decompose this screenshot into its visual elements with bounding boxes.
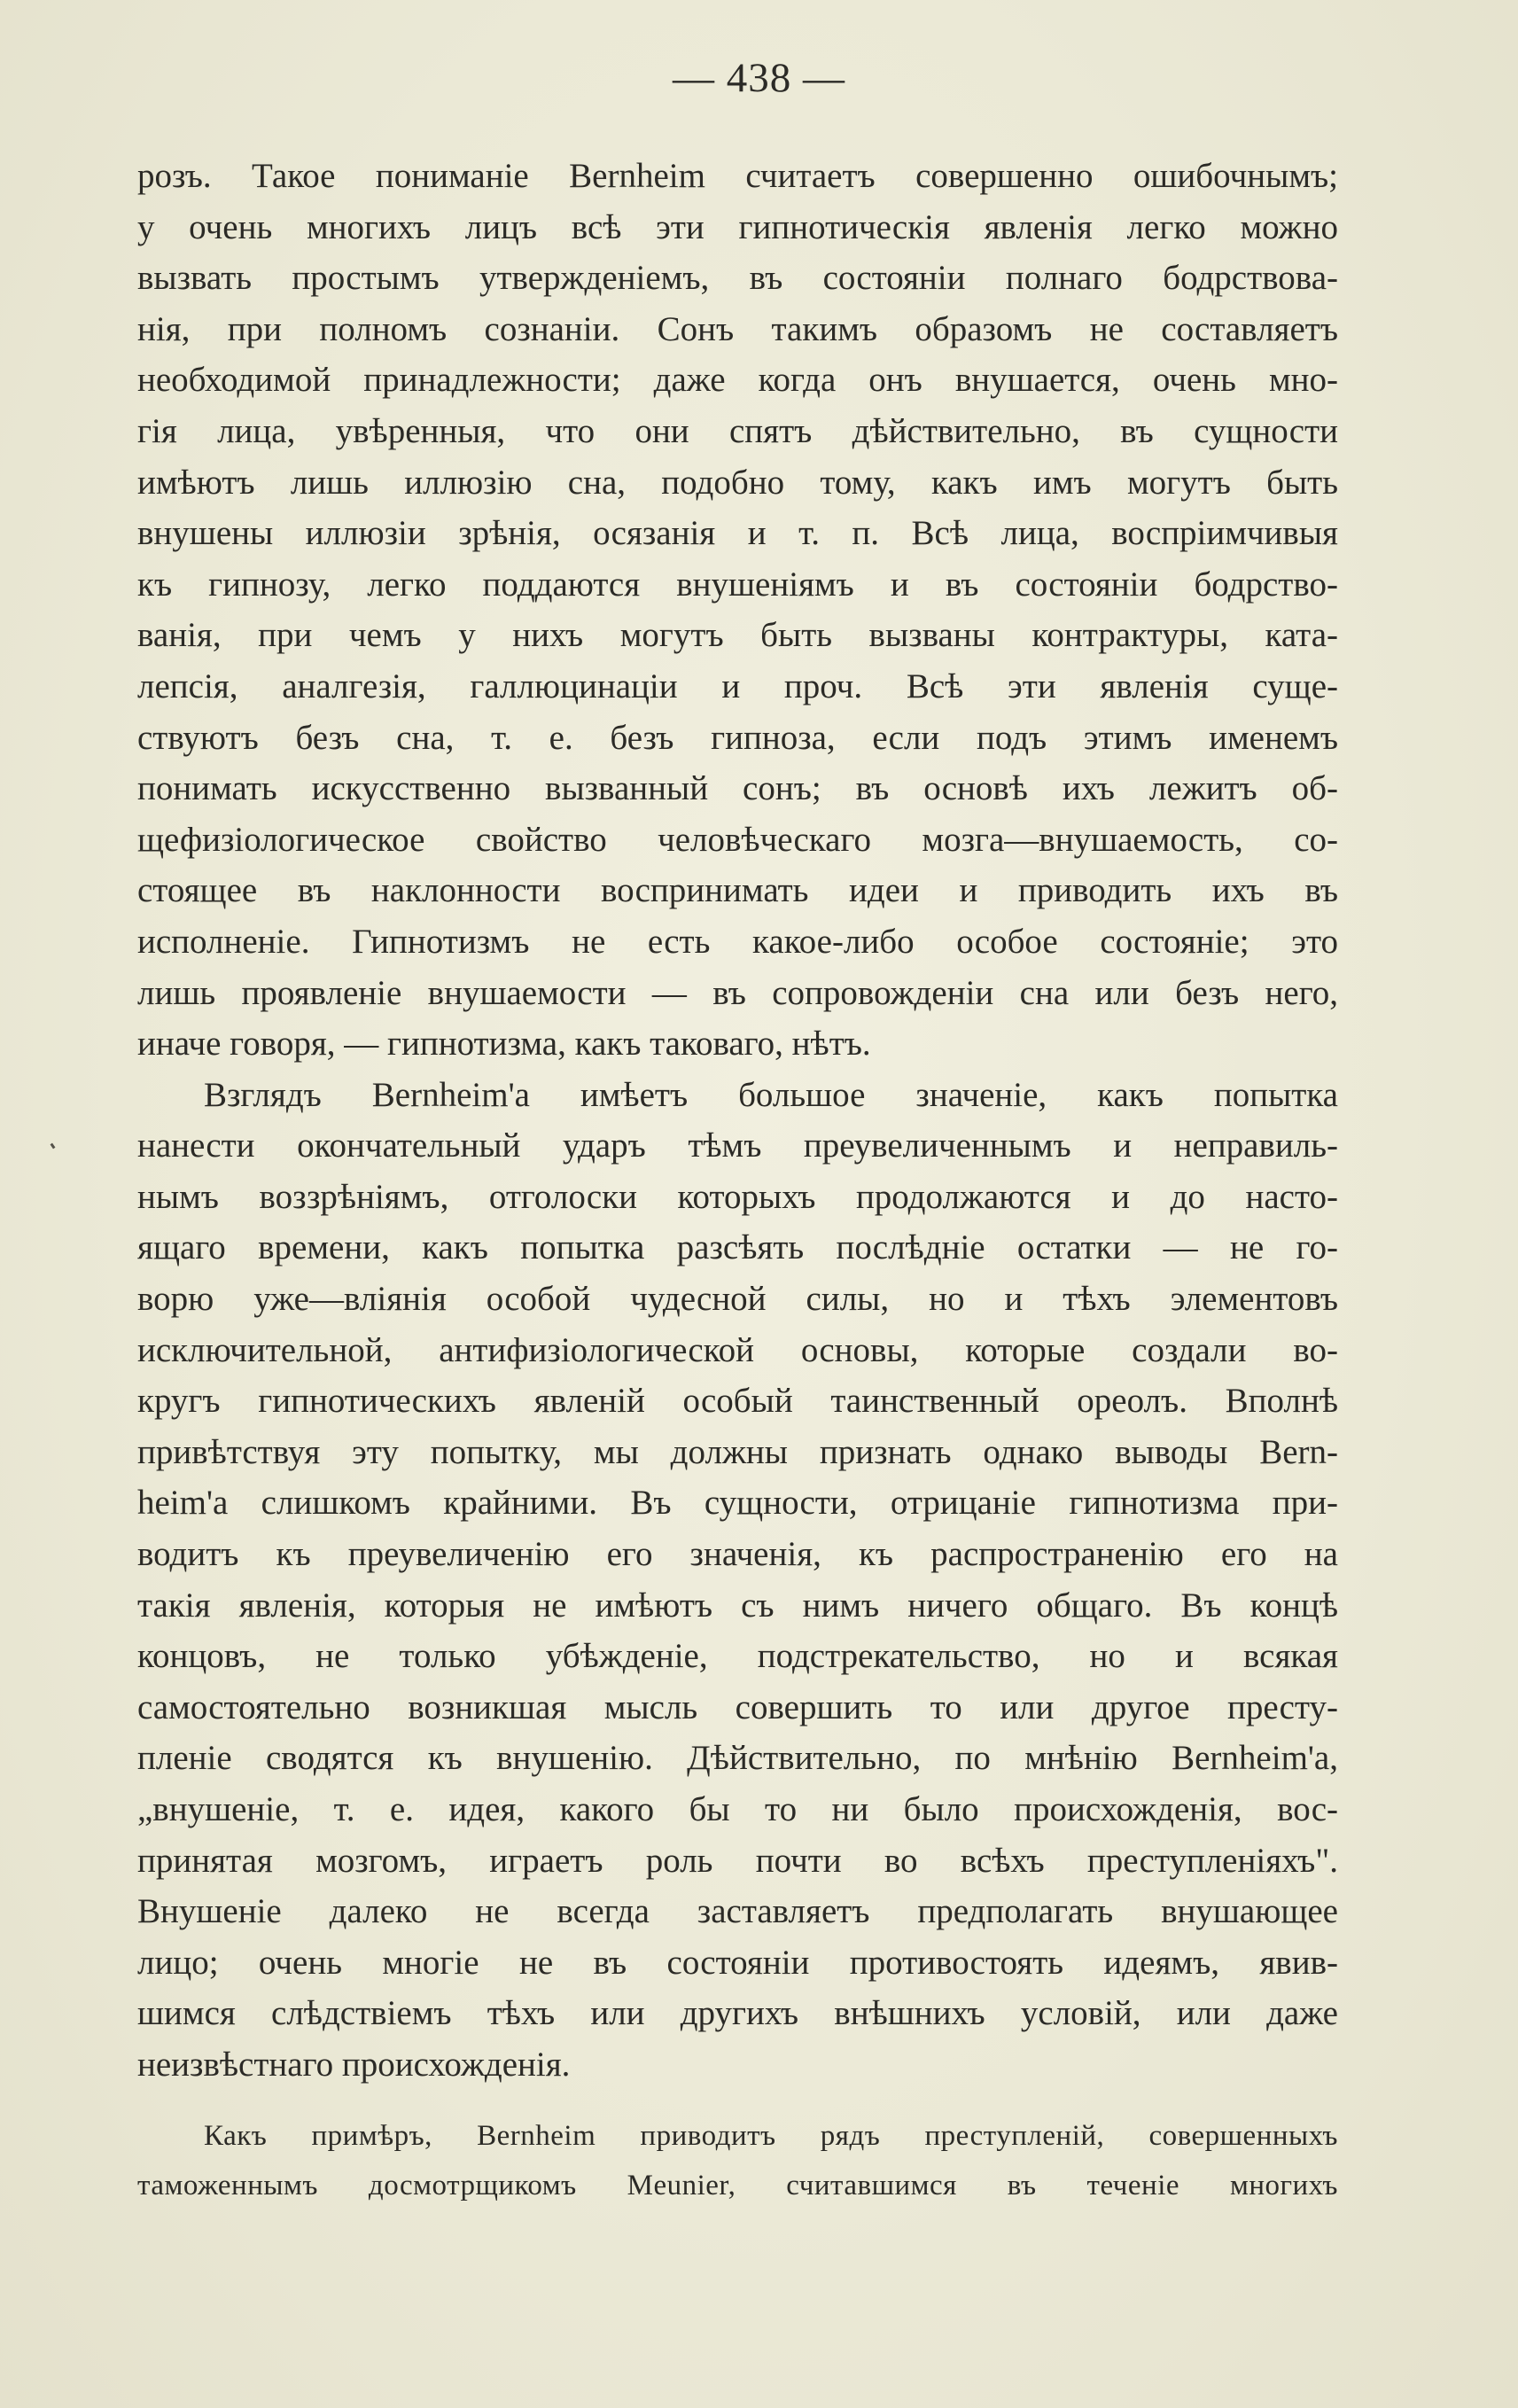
main-text <box>137 151 1338 2091</box>
text-line: „внушеніе, т. е. идея, какого бы то ни было происхожденія, вос- <box>137 1790 1338 1828</box>
text-line: необходимой принадлежности; даже когда онъ внушается, очень мно- <box>137 361 1338 400</box>
text-line: щефизіологическое свойство человѣческаго мозга—внушаемость, со- <box>137 820 1338 859</box>
text-line: понимать искусственно вызванный сонъ; въ основѣ ихъ лежитъ об- <box>137 769 1338 808</box>
text-line: ванія, при чемъ у нихъ могутъ быть вызваны контрактуры, ката- <box>137 616 1338 655</box>
text-line: нанести окончательный ударъ тѣмъ преувеличеннымъ и неправиль- <box>137 1126 1338 1165</box>
text-line: лицо; очень многіе не въ состояніи противостоять идеямъ, явив- <box>137 1943 1338 1982</box>
text-line: Внушеніе далеко не всегда заставляетъ предполагать внушающее <box>137 1892 1338 1931</box>
text-line: Взглядъ Bernheim'а имѣетъ большое значеніе, какъ попытка <box>204 1075 1338 1114</box>
text-line: кругъ гипнотическихъ явленій особый таинственный ореолъ. Вполнѣ <box>137 1382 1338 1421</box>
text-line: ствуютъ безъ сна, т. е. безъ гипноза, если подъ этимъ именемъ <box>137 718 1338 757</box>
text-line: нымъ воззрѣніямъ, отголоски которыхъ продолжаются и до насто- <box>137 1177 1338 1216</box>
text-line: у очень многихъ лицъ всѣ эти гипнотическія явленія легко можно <box>137 207 1338 246</box>
page-number: — 438 — <box>673 55 845 101</box>
text-line: пленіе сводятся къ внушенію. Дѣйствительно, по мнѣнію Bernheim'а, <box>137 1739 1338 1778</box>
text-line: лепсія, аналгезія, галлюцинаціи и проч. Всѣ эти явленія суще- <box>137 666 1338 705</box>
text-line: привѣтствуя эту попытку, мы должны признать однако выводы Bern- <box>137 1432 1338 1471</box>
text-line: концовъ, не только убѣжденіе, подстрекательство, но и всякая <box>137 1637 1338 1676</box>
text-line: иначе говоря, — гипнотизма, какъ таковаго, нѣтъ. <box>137 1025 871 1064</box>
text-line: водитъ къ преувеличенію его значенія, къ распространенію его на <box>137 1535 1338 1574</box>
text-line: такія явленія, которыя не имѣютъ съ нимъ ничего общаго. Въ концѣ <box>137 1586 1338 1625</box>
text-line: внушены иллюзіи зрѣнія, осязанія и т. п. Всѣ лица, воспріимчивыя <box>137 514 1338 553</box>
footnote-line: Какъ примѣръ, Bernheim приводитъ рядъ преступленій, совершенныхъ <box>204 2120 1338 2152</box>
text-line: шимся слѣдствіемъ тѣхъ или другихъ внѣшнихъ условій, или даже <box>137 1994 1338 2033</box>
text-line: вызвать простымъ утвержденіемъ, въ состояніи полнаго бодрствова- <box>137 259 1338 298</box>
text-line: принятая мозгомъ, играетъ роль почти во всѣхъ преступленіяхъ". <box>137 1841 1338 1880</box>
paragraph-2 <box>137 1070 1338 2091</box>
text-line: ворю уже—вліянія особой чудесной силы, но и тѣхъ элементовъ <box>137 1280 1338 1319</box>
margin-ink-speck <box>51 1143 56 1149</box>
text-line: heim'а слишкомъ крайними. Въ сущности, отрицаніе гипнотизма при- <box>137 1484 1338 1523</box>
text-line: исполненіе. Гипнотизмъ не есть какое-либо особое состояніе; это <box>137 922 1338 961</box>
paragraph-1 <box>137 151 1338 1070</box>
text-line: исключительной, антифизіологической основы, которые создали во- <box>137 1330 1338 1369</box>
text-line: къ гипнозу, легко поддаются внушеніямъ и въ состояніи бодрство- <box>137 565 1338 604</box>
text-line: гія лица, увѣренныя, что они спятъ дѣйствительно, въ сущности <box>137 411 1338 450</box>
text-line: самостоятельно возникшая мысль совершить то или другое престу- <box>137 1687 1338 1726</box>
text-line: ящаго времени, какъ попытка разсѣять послѣдніе остатки — не го- <box>137 1228 1338 1267</box>
text-line: розъ. Такое пониманіе Bernheim считаетъ совершенно ошибочнымъ; <box>137 157 1338 195</box>
text-line: имѣютъ лишь иллюзію сна, подобно тому, какъ имъ могутъ быть <box>137 463 1338 502</box>
footnote-line: таможеннымъ досмотрщикомъ Meunier, считавшимся въ теченіе многихъ <box>137 2170 1338 2201</box>
footnote <box>137 2111 1338 2210</box>
text-line: нія, при полномъ сознаніи. Сонъ такимъ образомъ не составляетъ <box>137 309 1338 348</box>
text-line: стоящее въ наклонности воспринимать идеи и приводить ихъ въ <box>137 871 1338 910</box>
text-line: неизвѣстнаго происхожденія. <box>137 2045 571 2084</box>
text-line: лишь проявленіе внушаемости — въ сопровожденіи сна или безъ него, <box>137 973 1338 1012</box>
